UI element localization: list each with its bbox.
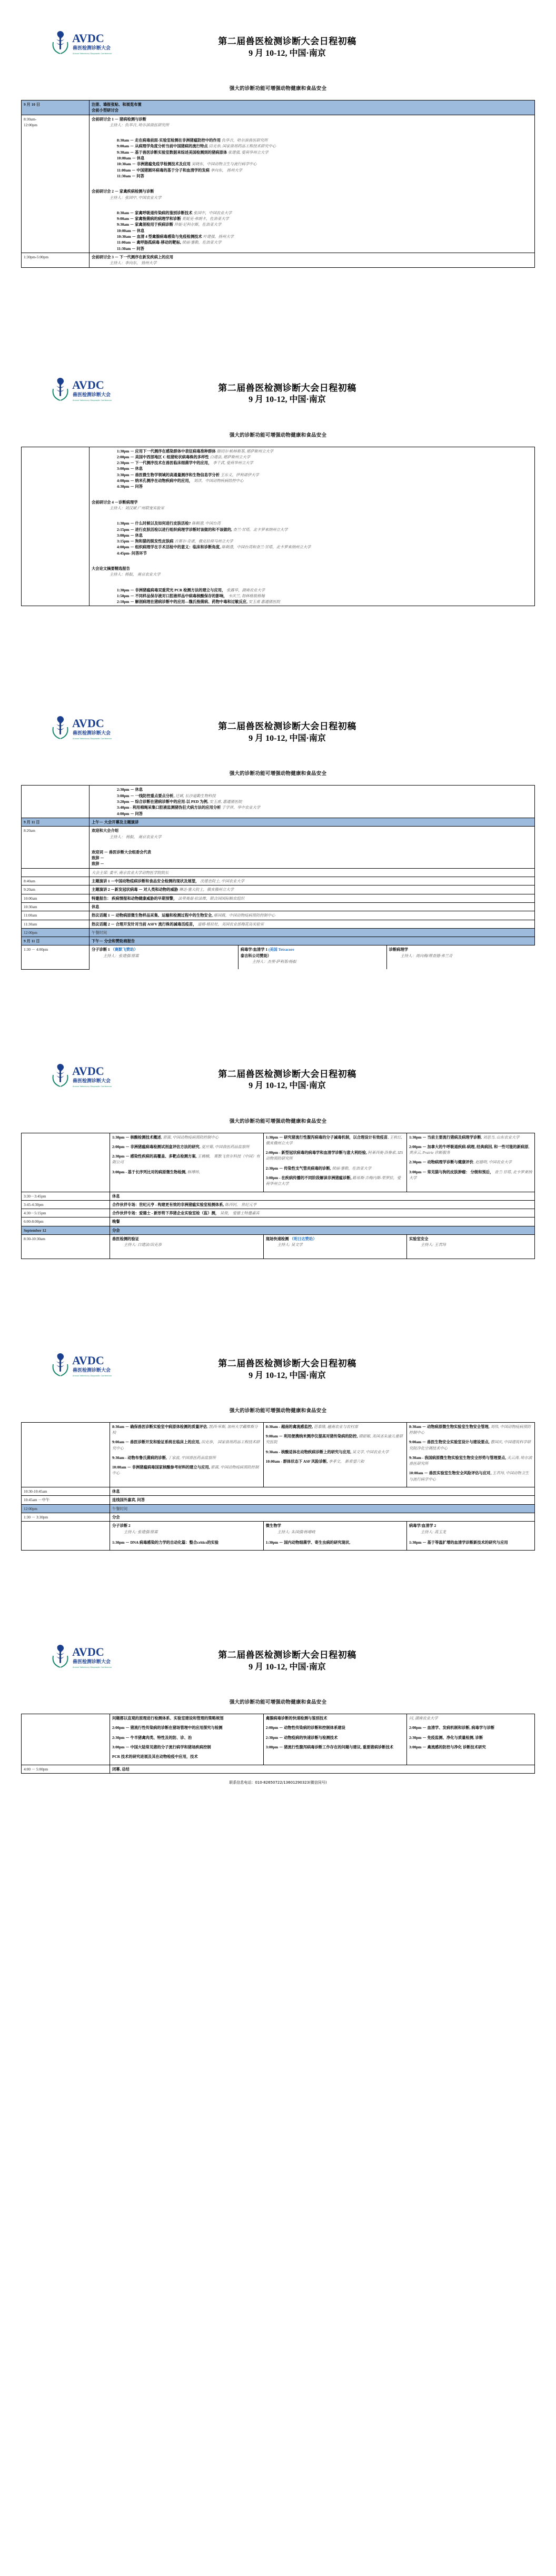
time-cell: 4:00 － 5:00pm <box>22 1765 110 1773</box>
svg-text:Annual Veterinary Diagnostic C: Annual Veterinary Diagnostic Conference <box>73 53 112 55</box>
tracks-row <box>22 1235 535 1259</box>
time-cell: 6:00-8:00pm <box>22 1217 110 1226</box>
time-cell: 8:30-10:30am <box>22 1235 110 1259</box>
time-cell: 8:40am <box>22 877 90 886</box>
time-cell: 8:20am <box>22 827 90 868</box>
table-row <box>22 1209 535 1217</box>
track-column-2: 8:30am - 越南的禽流感监控, 范泰隆, 越南农业与农村部 9:00am － 利用便携纳米测序仪提高对猪传染病的防控, 谭韶姬, 美国圣朱迪儿童研究医院 9:30am - 核酸适体在动物疾病诊断上的研究与应用, 吴文学, 中国农业大学 10:00am - 群体状态下 ASF 风险诊断, 李孝文， 新希望六和 <box>263 1422 406 1487</box>
lunch-label: 午餐时间 <box>90 928 535 937</box>
table-row <box>22 902 535 911</box>
table-row <box>22 1200 535 1209</box>
time-cell: 1:30pm-5:00pm <box>22 253 90 267</box>
session-cell: 合作伙伴专场：爱德士 - 新形势下养猪企业实验室检（监）测， 吴俊， 爱德士特邀嘉宾 <box>110 1209 535 1217</box>
svg-text:Annual Veterinary Diagnostic C: Annual Veterinary Diagnostic Conference <box>73 1374 112 1377</box>
table-row <box>22 920 535 928</box>
day-title: 分会 <box>110 1226 535 1234</box>
tagline: 强大的诊断功能可增强动物健康和食品安全 <box>229 1118 327 1124</box>
conference-chair: 大会主席: 姜平, 南京农业大学动物医学院院长 <box>90 868 535 877</box>
time-cell: 4:30－5:15pm <box>22 1209 110 1217</box>
svg-text:Annual Veterinary Diagnostic C: Annual Veterinary Diagnostic Conference <box>73 1666 112 1669</box>
page-header <box>21 1346 535 1397</box>
avdc-logo <box>21 1346 118 1387</box>
svg-text:Annual Veterinary Diagnostic C: Annual Veterinary Diagnostic Conference <box>73 1085 112 1088</box>
lunch-row <box>22 1504 535 1513</box>
doc-title-line1: 第二届兽医检测诊断大会日程初稿 <box>218 1650 356 1661</box>
table-row <box>22 253 535 267</box>
doc-title-line2: 9 月 10-12, 中国·南京 <box>249 395 326 405</box>
time-cell <box>22 786 90 818</box>
doc-title-line1: 第二届兽医检测诊断大会日程初稿 <box>218 36 356 46</box>
session-cell: 特邀报告： 疾病情报和动物健康威胁的早期预警， 法里奥兹·拉法维，联合国国际粮农组织 <box>90 894 535 902</box>
track-column: 兽医检测的验证 主持人: 白建法/田克恭 <box>110 1235 264 1259</box>
table-row <box>22 877 535 886</box>
table-row <box>22 1217 535 1226</box>
svg-text:兽医检测诊断大会: 兽医检测诊断大会 <box>73 1659 111 1665</box>
svg-text:兽医检测诊断大会: 兽医检测诊断大会 <box>73 46 111 51</box>
session-cell: 1:30pm － 应用下一代测序在感染群体中表征病毒准种群体 瑞切尔·帕林斯基, 堪萨斯州立大学 2:00pm － 美国中西部地区 C 组猪轮状病毒株的多样性 白建法, 堪萨斯州立大学 2:30pm － 下一代测序技术在兽医临床细菌学中的应用， 李干武, 爱荷华州立大学 3:00pm － 休息 3:30pm － 兽医微生物学领域的高通量测序和生物信息学分析 王乐义，伊利诺伊大学 4:00pm － 纳米孔测序在动物疾病中的应用， 刘洋，中国动物疾病防控中心 4:30pm － 问答 会前研讨会 4 －诊断病理学 主持人：刘汉斌 广州联宠实验室 1:30pm － 什么时候以及如何进行皮肤活检? 陈朝澧, 中国台湾 2:15pm － 进行皮肤活检以进行组织病理学诊断时该做的和不该做的, 查兰·甘塔，北卡罗来纳州立大学 3:00pm － 休息 3:15pm － 狗和猫的脱发性皮肤病 吉赛尔·奇诺，俄克拉荷马州立大学 4:00pm － 组织病理学在手术活检中的意义：临床和诊断角度, 陈朝澧，中国台湾和查兰·甘塔，北卡罗来纳州立大学 4:45pm- 问答环节 大会论文摘要精选报告 主持人：杨振， 南京农业大学 1:30pm － 非洲猪瘟病毒双重荧光 PCR 检测方法的建立与应用， 张露华，湖南农业大学 1:50pm － 不同样品保存液对口腔液样品中病毒核酸保存的影响， 韦庆兰, 勃林格殷格翰 2:10pm － 解剖病理在猪病诊断中的应用—魏氏梭菌病、药物中毒和过敏反应, 安玉甫 惠通猪医院 <box>90 447 535 606</box>
session-cell: 会前研讨会 3 － 下一代测序在新发疾病上的应用 主持人：李向东， 扬州大学 <box>90 253 535 267</box>
page-1 <box>0 0 556 347</box>
svg-text:兽医检测诊断大会: 兽医检测诊断大会 <box>73 1367 111 1373</box>
tracks-row <box>22 1422 535 1487</box>
doc-title-line1: 第二届兽医检测诊断大会日程初稿 <box>218 1358 356 1368</box>
track-column-2: 禽腺病毒诊断的快速检测与鉴别技术 2:00pm － 动物性传染病的诊断和控制体系建设 2:30pm － 动物疫病的快速诊断与检测技术 3:00pm － 猪流行性腹泻病毒诊断工作存在的问题与建议, 重要猪病诊断技术 <box>263 1714 406 1765</box>
track-column: 诊断病理学 主持人：周向梅/理查德·弗兰奇 <box>386 945 534 969</box>
tracks-row <box>22 945 535 969</box>
doc-title-line2: 9 月 10-12, 中国·南京 <box>249 48 326 58</box>
track-column: 微生物学 主持人: 朱国强/杨增岐 1:30pm － 国内动物细菌学、寄生虫病的研究现状, <box>263 1522 406 1551</box>
time-cell: 1:30 － 3:30pm <box>22 1513 110 1521</box>
track-column: 分子诊断 2 主持人: 张建强/原霖 1:30pm － DNA 病毒感染的力学的自动化篇：整合critics的实验 <box>110 1522 264 1551</box>
table-row <box>22 894 535 902</box>
table-row <box>22 115 535 253</box>
day-header-row <box>22 818 535 826</box>
session-cell: 晚餐 <box>110 1217 535 1226</box>
track-column-1: 问题都以直观的原理进行检测体系、实验室建设和管理的策略规划 2:00pm － 猪流行性传染病的诊断在猪场管理中的应用探究与检测 2:30pm － 牛羊猪禽肉类、特性及的防、诊、治 3:00pm － 中国大陆常见猪的分子流行病学和猪场疾病控制 PCR 技术的研究进展及其在动物检疫中应用，技术 <box>110 1714 264 1765</box>
track-column-1: 1:30pm － 核酸检测技术概述, 原霖, 中国动物疫病预防控制中心 2:00pm － 非洲猪瘟病毒检测试剂盒评估方法的研究, 夏应菊, 中国兽医药品监察所 2:30pm － 感染性疾病的高覆盖、多靶点检测方案, 王楠楠， 赛默飞世尔科技（中国）有限公司 3:00pm - 基于长序列比对的病原微生物检测, 韩博炜, <box>110 1133 264 1192</box>
session-cell: 休息 <box>110 1192 535 1200</box>
time-cell: 10:30-10:45am <box>22 1487 110 1496</box>
time-cell: 3:30－3:45pm <box>22 1192 110 1200</box>
doc-title-line1: 第二届兽医检测诊断大会日程初稿 <box>218 721 356 732</box>
time-cell: 11:30am <box>22 920 90 928</box>
time-cell <box>22 1714 110 1765</box>
time-cell: 12:00pm <box>22 1504 110 1513</box>
svg-text:AVDC: AVDC <box>72 378 104 391</box>
day-title: 下午－ 分会和赞助商报告 <box>90 937 535 945</box>
time-cell: 9:20am <box>22 886 90 894</box>
table-row <box>22 447 535 606</box>
avdc-logo <box>21 24 118 65</box>
time-cell: 3:45-4:30pm <box>22 1200 110 1209</box>
time-cell: 10:30am <box>22 902 90 911</box>
session-cell: 热议话题 1 － 动物病原微生物样品采集、运输和检测过程中的生物安全, 邴国霞，中国动物疫病预防控制中心 <box>90 911 535 920</box>
page-header <box>21 1638 535 1688</box>
day-date: 9 月 11 日 <box>22 937 90 945</box>
schedule-table-p1 <box>21 100 535 268</box>
schedule-table-p5 <box>21 1422 535 1551</box>
avdc-logo <box>21 1638 118 1679</box>
session-cell: 主题演讲 1 －中国动物疫病诊断和食品安全检测的现状及展望， 沈建忠院士, 中国农业大学 <box>90 877 535 886</box>
schedule-table-p6 <box>21 1714 535 1774</box>
page-5 <box>0 1322 556 1614</box>
table-row <box>22 1192 535 1200</box>
track-column: 实验室安全 主持人: 王君玮 <box>407 1235 535 1259</box>
day-title: 注册、墙报张贴、和展览布置 会前小型研讨会 <box>90 100 535 115</box>
session-cell: 闭幕, 总结 <box>110 1765 535 1773</box>
doc-title-line2: 9 月 10-12, 中国·南京 <box>249 1663 326 1672</box>
doc-title-line2: 9 月 10-12, 中国·南京 <box>249 1081 326 1091</box>
svg-text:AVDC: AVDC <box>72 1645 104 1659</box>
time-cell <box>22 1522 110 1551</box>
table-row <box>22 1487 535 1496</box>
time-cell: 8:30am- 12:00pm <box>22 115 90 253</box>
page-2 <box>0 347 556 686</box>
session-cell: 2:30pm － 休息 3:00pm － 一线防控重点要点分析, 迁斌, 长沙道勤生物科技 3:20pm － 综合诊断在猪病诊断中的应用-以 PED 为例, 安玉甫, 惠通猪医院 3:40pm - 利用棉绳采集口腔液监测猪伪狂犬病方法的应用分析 于学祥，华中农业大学 4:00pm － 问答 <box>90 786 535 818</box>
track-column: 分子诊断 1 （赛默飞赞助） 主持人：张建强/原霖 <box>90 945 238 969</box>
time-cell: 10:45am －中午 <box>22 1496 110 1504</box>
svg-text:AVDC: AVDC <box>72 1353 104 1367</box>
track-column-1: 8:30am － 确保兽医诊断实验室中病原体检测的质量评估, 凯西·库斯, 加州大学戴维斯分校 9:00am － 兽医诊断开发和验证系统在临床上的应用, 田克恭， 国家兽用药品工程技术研究中心 9:30am - 动物布鲁氏菌病的诊断, 丁家波, 中国兽医药品监察所 10:00am － 非洲猪瘟病毒国家核酸参考材料的建立与应用, 原霖, 中国动物疫病预防控制中心 <box>110 1422 264 1487</box>
doc-title-line2: 9 月 10-12, 中国·南京 <box>249 734 326 743</box>
svg-text:Annual Veterinary Diagnostic C: Annual Veterinary Diagnostic Conference <box>73 738 112 740</box>
track-column: 病毒学/血清学 1 (美国 Tetracore 泰吉科公司赞助） 主持人：杰里·萨利基/杨振 <box>238 945 386 969</box>
doc-title-line1: 第二届兽医检测诊断大会日程初稿 <box>218 383 356 393</box>
track-column-3: 8:30am － 动物病原微生物实验室生物安全管理, 刘伟, 中国动物疫病预防控制中心 9:00am － 兽医生物安全实验室设计与建设要点, 曹国庆, 中国建筑科学研究院净化空调技术中心 9:30am - 我国病原微生物实验室生物安全形势与管理要点, 关云涛, 哈尔滨兽医研究所 10:00am － 兽医实验室生物安全风险评估与应对, 王君玮, 中国动物卫生与流行病学中心 <box>407 1422 535 1487</box>
svg-text:兽医检测诊断大会: 兽医检测诊断大会 <box>73 731 111 737</box>
tagline: 强大的诊断功能可增强动物健康和食品安全 <box>229 432 327 438</box>
table-row <box>22 1513 535 1521</box>
tracks-row <box>22 1714 535 1765</box>
day-date: 9 月 11 日 <box>22 818 90 826</box>
avdc-logo <box>21 1057 118 1098</box>
svg-text:Annual Veterinary Diagnostic C: Annual Veterinary Diagnostic Conference <box>73 399 112 401</box>
table-row <box>22 911 535 920</box>
lunch-label: 午餐时间 <box>110 1504 535 1513</box>
time-cell <box>22 1133 110 1192</box>
session-cell: 休息 <box>110 1487 535 1496</box>
table-row <box>22 886 535 894</box>
track-column-3: 1:30pm － 当前主要流行猪病及病理学诊断, 刘思当, 山东农业大学 2:00pm － 加拿大的牛呼吸道疾病-病理, 经典病因, 和一些可能的新病原, 黄彦云, Prairie 诊断服务 2:30pm － 动物病理学诊断与健康评价, 赵德明, 中国农业大学 3:00pm － 常见猫与狗的皮肤肿瘤： 分级和预后， 查兰·甘塔, 北卡罗莱纳大学 <box>407 1133 535 1192</box>
svg-text:AVDC: AVDC <box>72 32 104 45</box>
svg-text:AVDC: AVDC <box>72 1064 104 1078</box>
session-cell: 主题演讲 2 －新发冠状病毒 － 对人类和动物的威胁 琳达·塞夫院士，俄亥俄州立大学 <box>90 886 535 894</box>
session-cell: 热议话题 2 － 合理开发针对当前 ASFV 流行株的减毒活疫苗， 道格·格拉杜，美国农业部梅花岛实验室 <box>90 920 535 928</box>
day-header-row <box>22 100 535 115</box>
day-header-row <box>22 1226 535 1234</box>
table-row <box>22 827 535 868</box>
page-header <box>21 371 535 421</box>
table-row <box>22 868 535 877</box>
svg-text:兽医检测诊断大会: 兽医检测诊断大会 <box>73 392 111 398</box>
avdc-logo <box>21 709 118 750</box>
table-row <box>22 786 535 818</box>
time-cell: 10:00am <box>22 894 90 902</box>
track-column: 病毒学/血清学 2 主持人: 高玉龙 1:30pm － 基于等温扩增的血清学诊断新技术的研究与应用 <box>407 1522 535 1551</box>
time-cell <box>22 868 90 877</box>
doc-title-line2: 9 月 10-12, 中国·南京 <box>249 1371 326 1380</box>
track-column-3: 同, 湖南农业大学 2:00pm － 血清学、发病机制和诊断, 病毒学与诊断 2:30pm － 免疫监测、净化与质量检测, 诊断 3:00pm － 禽流感的防控与净化 诊断技术研究 <box>407 1714 535 1765</box>
schedule-table-p2 <box>21 447 535 607</box>
session-cell: 分会 <box>110 1513 535 1521</box>
session-cell: 连线国外嘉宾, 问答 <box>110 1496 535 1504</box>
track-column-2: 1:30pm － 研究猪流行性腹泻病毒的分子减毒机制，以合理设计有效疫苗, 王秋红, 俄亥俄州立大学 2:00pm - 新型冠状病毒的病毒学和血清学诊断与意大利经验, 阿莱西奥·洛鲁索, IZS 动物预防研究所 2:30pm － 传染性支气管炎病毒的诊断, 侯丽·塞勒，佐治亚大学 3:00pm - 在疾病传播的不同阶段解读非洲猪瘟诊断, 路易斯·吉梅内斯-里罗拉，爱荷华州立大学 <box>263 1133 406 1192</box>
page-header <box>21 1057 535 1108</box>
day-title: 上午－ 大会开幕及主题演讲 <box>90 818 535 826</box>
page-4 <box>0 1033 556 1322</box>
lunch-row <box>22 928 535 937</box>
page-3 <box>0 685 556 1032</box>
session-cell: 会前研讨会 1 － 猪病检测与诊断 主持人：仇华吉, 哈尔滨兽医研究所 8:30am － 走在病毒前面-实验室检测在非洲猪瘟防控中的作用 仇华吉，哈尔滨兽医研究所 9:00am － 从病理学角度分析当前中国猪病的流行特点 田克恭, 国家兽用药品工程技术研究中心 9:30am － 基于兽医诊断实验室数据来综述美国检测到的猪病原体 张建强, 爱荷华州立大学 10:00am － 休息 10:30am － 非洲猪瘟免疫学检测技术及应用 吴晓东，中国动物卫生与流行病学中心 11:00am － 中国猪圆环病毒的基于分子和血清学的发病 李向东， 扬州大学 11:30am － 问答 会前研讨会 2 － 家禽疾病检测与诊断 主持人：张国中, 中国农业大学 8:30am － 家禽呼吸道传染病的鉴别诊断技术 张国中，中国农业大学 9:00am － 家禽梭菌病的病理学和诊断 莫妮克·弗朗卡，佐治亚大学 9:30am － 家禽剖检用于疾病诊断 珍妮·尼科尔斯，佐治亚大学 10:00am － 休息 10:30am － 血清 4 型禽腺病毒感染与免疫检测技术 叶建强，扬州大学 11:00am － 禽呼肠孤病毒-移动的靶标, 侯丽·塞勒，佐治亚大学 11:30am － 问答 <box>90 115 535 253</box>
tracks-wrapper <box>90 945 535 969</box>
time-cell: 1:30 － 4:00pm <box>22 945 90 969</box>
track-column: 现场快速检测 （明日达赞助） 主持人: 吴文学 <box>263 1235 406 1259</box>
time-cell <box>22 1422 110 1487</box>
day-header-row <box>22 937 535 945</box>
tagline: 强大的诊断功能可增强动物健康和食品安全 <box>229 771 327 777</box>
doc-title-line1: 第二届兽医检测诊断大会日程初稿 <box>218 1069 356 1079</box>
tracks-row <box>22 1522 535 1551</box>
page-header <box>21 24 535 75</box>
time-cell <box>22 447 90 606</box>
session-cell: 休息 <box>90 902 535 911</box>
day-date: September 12 <box>22 1226 110 1234</box>
tagline: 强大的诊断功能可增强动物健康和食品安全 <box>229 86 327 92</box>
table-row <box>22 1496 535 1504</box>
svg-text:兽医检测诊断大会: 兽医检测诊断大会 <box>73 1078 111 1084</box>
table-row <box>22 1765 535 1773</box>
time-cell: 12:00pm <box>22 928 90 937</box>
schedule-table-p4 <box>21 1133 535 1259</box>
page-6 <box>0 1614 556 1817</box>
avdc-logo <box>21 371 118 412</box>
day-date: 9 月 10 日 <box>22 100 90 115</box>
session-cell: 欢迎和大会介绍 主持人： 杨振， 南京农业大学 欢迎词 － 兽医诊断大会组委会代表 致辞 － 致辞 － <box>90 827 535 868</box>
page-header <box>21 709 535 760</box>
tracks-row <box>22 1133 535 1192</box>
svg-text:AVDC: AVDC <box>72 717 104 730</box>
session-cell: 合作伙伴专场：世纪元亨 - 构建更有效的非洲猪瘟实验室检测体系, 陈西钊， 世纪元亨 <box>110 1200 535 1209</box>
contact-footer: 联系信息电话：010-82650722/13601290323(微信同号) <box>229 1780 327 1785</box>
tagline: 强大的诊断功能可增强动物健康和食品安全 <box>229 1407 327 1414</box>
time-cell: 11:00am <box>22 911 90 920</box>
schedule-table-p3 <box>21 785 535 969</box>
tagline: 强大的诊断功能可增强动物健康和食品安全 <box>229 1699 327 1706</box>
